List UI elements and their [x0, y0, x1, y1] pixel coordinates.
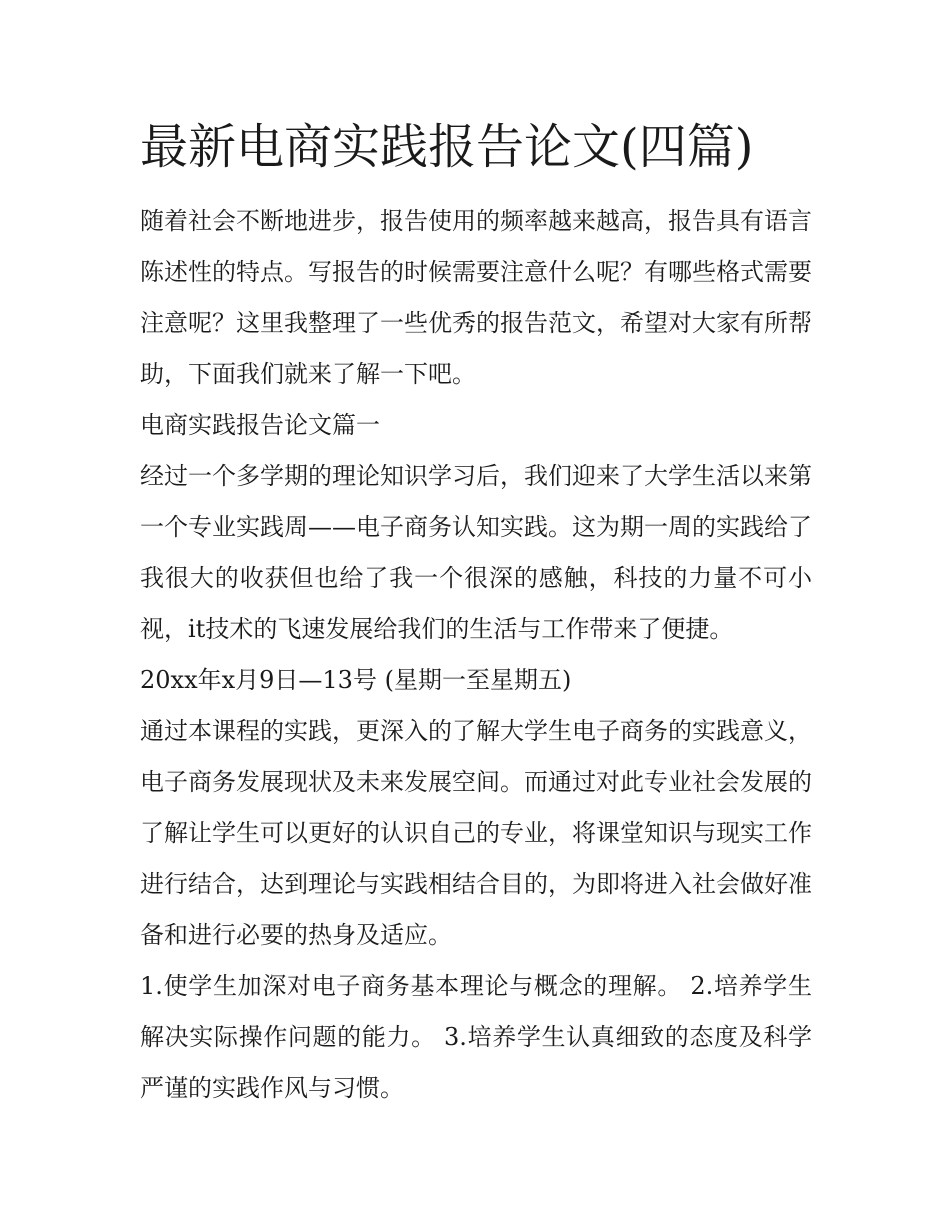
date-line: 20xx年x月9日—13号 (星期一至星期五)	[140, 666, 572, 694]
objectives-paragraph: 1.使学生加深对电子商务基本理论与概念的理解。 2.培养学生解决实际操作问题的能力。 3.培养学生认真细致的态度及科学严谨的实践作风与习惯。	[140, 972, 812, 1102]
document-body	[140, 112, 812, 1114]
intro-paragraph: 随着社会不断地进步，报告使用的频率越来越高，报告具有语言陈述性的特点。写报告的时候需要注意什么呢？有哪些格式需要注意呢？这里我整理了一些优秀的报告范文，希望对大家有所帮助，下面我们就来了解一下吧。	[140, 207, 812, 388]
document-title: 最新电商实践报告论文(四篇)	[140, 119, 754, 175]
body-paragraph: 通过本课程的实践，更深入的了解大学生电子商务的实践意义，电子商务发展现状及未来发展空间。而通过对此专业社会发展的了解让学生可以更好的认识自己的专业，将课堂知识与现实工作进行结合，达到理论与实践相结合目的，为即将进入社会做好准备和进行必要的热身及适应。	[140, 717, 812, 949]
body-paragraph: 经过一个多学期的理论知识学习后，我们迎来了大学生活以来第一个专业实践周——电子商务认知实践。这为期一周的实践给了我很大的收获但也给了我一个很深的感触，科技的力量不可小视，it技术的飞速发展给我们的生活与工作带来了便捷。	[140, 462, 812, 643]
section-heading: 电商实践报告论文篇一	[140, 411, 380, 439]
